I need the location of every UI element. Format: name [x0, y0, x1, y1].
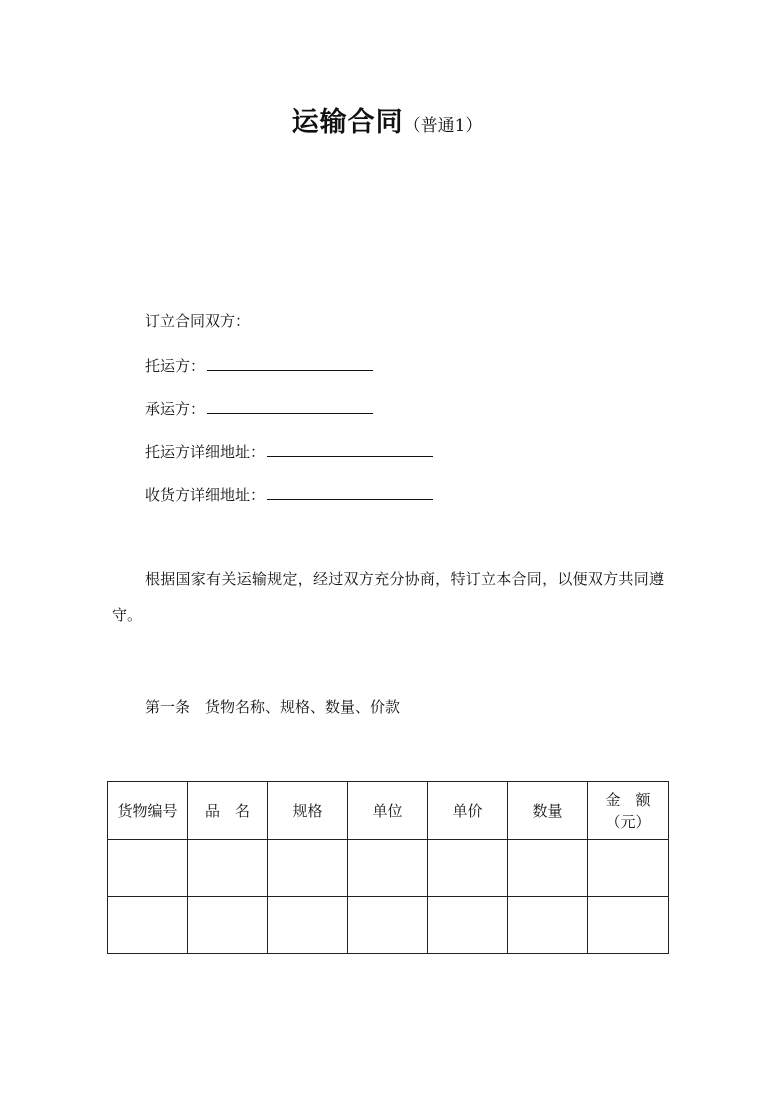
header-unit-price: 单价 [428, 782, 508, 840]
shipper-address-label: 托运方详细地址： [145, 443, 266, 461]
header-product-name: 品 名 [188, 782, 268, 840]
header-goods-number: 货物编号 [108, 782, 188, 840]
consignee-address-line [145, 483, 433, 505]
header-amount [588, 782, 669, 840]
table-cell[interactable] [268, 840, 348, 897]
shipper-address-line [145, 440, 433, 462]
table-cell[interactable] [188, 840, 268, 897]
title-sub: （普通1） [403, 116, 483, 136]
table-cell[interactable] [508, 897, 588, 954]
table-cell[interactable] [588, 840, 669, 897]
table-cell[interactable] [348, 897, 428, 954]
shipper-line [145, 354, 373, 376]
goods-table [107, 781, 669, 954]
document-title [0, 100, 774, 139]
table-cell[interactable] [108, 897, 188, 954]
shipper-blank-field[interactable] [207, 354, 373, 371]
table-row [108, 897, 669, 954]
consignee-address-label: 收货方详细地址： [145, 486, 266, 504]
carrier-line [145, 397, 373, 419]
carrier-label: 承运方： [145, 400, 206, 418]
carrier-blank-field[interactable] [207, 397, 373, 414]
table-cell[interactable] [348, 840, 428, 897]
header-amount-line1: 金 额 [605, 790, 651, 809]
table-cell[interactable] [508, 840, 588, 897]
title-main: 运输合同 [291, 107, 404, 138]
header-amount-line2: （元） [605, 812, 651, 831]
table-cell[interactable] [428, 840, 508, 897]
shipper-label: 托运方： [145, 357, 206, 375]
parties-heading: 订立合同双方： [145, 312, 251, 330]
shipper-address-blank-field[interactable] [267, 440, 433, 457]
table-cell[interactable] [588, 897, 669, 954]
table-cell[interactable] [108, 840, 188, 897]
consignee-address-blank-field[interactable] [267, 483, 433, 500]
table-cell[interactable] [268, 897, 348, 954]
article1-heading: 第一条 货物名称、规格、数量、价款 [145, 698, 401, 716]
header-unit: 单位 [348, 782, 428, 840]
table-cell[interactable] [428, 897, 508, 954]
table-row [108, 840, 669, 897]
table-cell[interactable] [188, 897, 268, 954]
header-specification: 规格 [268, 782, 348, 840]
header-quantity: 数量 [508, 782, 588, 840]
table-header-row [108, 782, 669, 840]
intro-paragraph: 根据国家有关运输规定，经过双方充分协商，特订立本合同，以便双方共同遵守。 [112, 570, 664, 624]
